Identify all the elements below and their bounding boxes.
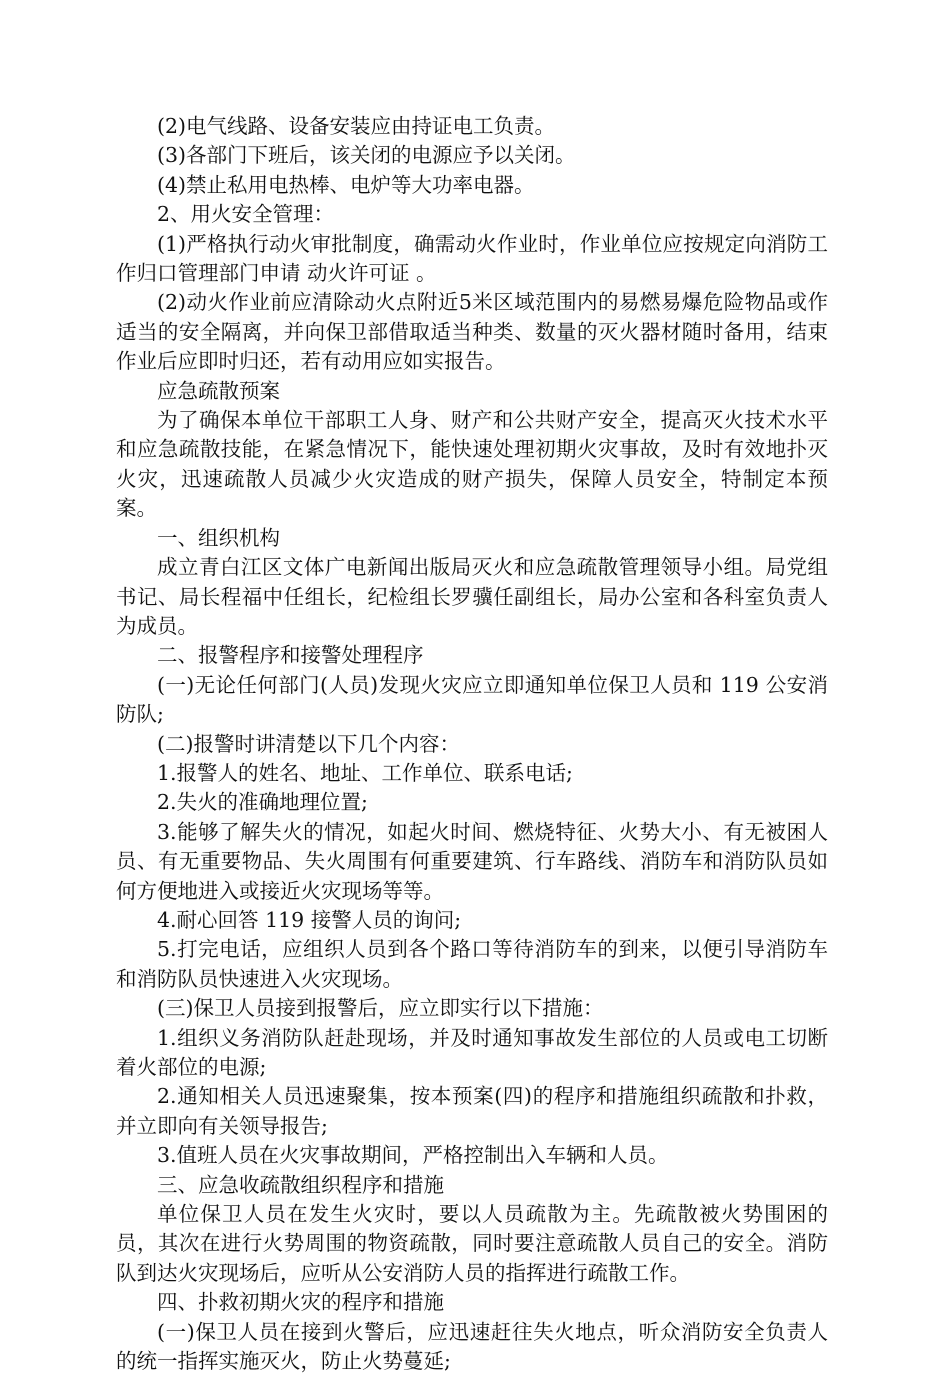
paragraph: 单位保卫人员在发生火灾时，要以人员疏散为主。先疏散被火势围困的员，其次在进行火势周围的物资疏散，同时要注意疏散人员自己的安全。消防队到达火灾现场后，应听从公安消防人员的指挥进行疏散工作。 [116, 1202, 828, 1285]
list-item: 2.通知相关人员迅速聚集，按本预案(四)的程序和措施组织疏散和扑救，并立即向有关领导报告; [116, 1084, 828, 1138]
paragraph: 为了确保本单位干部职工人身、财产和公共财产安全，提高灭火技术水平和应急疏散技能，在紧急情况下，能快速处理初期火灾事故，及时有效地扑灭火灾，迅速疏散人员减少火灾造成的财产损失，保障人员安全，特制定本预案。 [116, 408, 828, 521]
paragraph: (2)动火作业前应清除动火点附近5米区域范围内的易燃易爆危险物品或作适当的安全隔离，并向保卫部借取适当种类、数量的灭火器材随时备用，结束作业后应即时归还，若有动用应如实报告。 [116, 290, 828, 374]
paragraph: 成立青白江区文体广电新闻出版局灭火和应急疏散管理领导小组。局党组书记、局长程福中任组长，纪检组长罗骥任副组长，局办公室和各科室负责人为成员。 [116, 555, 828, 638]
paragraph: (3)各部门下班后，该关闭的电源应予以关闭。 [157, 143, 576, 168]
paragraph: (一)无论任何部门(人员)发现火灾应立即通知单位保卫人员和 119 公安消防队; [116, 672, 828, 727]
list-item: 3.值班人员在火灾事故期间，严格控制出入车辆和人员。 [157, 1143, 669, 1168]
paragraph: (一)保卫人员在接到火警后，应迅速赶往失火地点，听众消防安全负责人的统一指挥实施灭火，防止火势蔓延; [116, 1319, 828, 1374]
list-item: 2.失火的准确地理位置; [157, 790, 368, 815]
section-heading: 一、组织机构 [157, 525, 280, 550]
list-item: 3.能够了解失火的情况，如起火时间、燃烧特征、火势大小、有无被困人员、有无重要物品、失火周围有何重要建筑、行车路线、消防车和消防队员如何方便地进入或接近火灾现场等等。 [116, 819, 828, 903]
paragraph: (二)报警时讲清楚以下几个内容： [157, 731, 460, 756]
section-heading: 2、用火安全管理： [157, 202, 335, 227]
list-item: 1.组织义务消防队赶赴现场，并及时通知事故发生部位的人员或电工切断着火部位的电源; [116, 1025, 828, 1079]
section-heading: 四、扑救初期火灾的程序和措施 [157, 1290, 444, 1315]
list-item: 5.打完电话，应组织人员到各个路口等待消防车的到来，以便引导消防车和消防队员快速进入火灾现场。 [116, 937, 828, 991]
paragraph: (三)保卫人员接到报警后，应立即实行以下措施： [157, 996, 604, 1021]
section-heading: 三、应急收疏散组织程序和措施 [157, 1172, 444, 1197]
paragraph: (1)严格执行动火审批制度，确需动火作业时，作业单位应按规定向消防工作归口管理部门申请 动火许可证 。 [116, 231, 828, 286]
list-item: 1.报警人的姓名、地址、工作单位、联系电话; [157, 760, 573, 785]
paragraph: (4)禁止私用电热棒、电炉等大功率电器。 [157, 172, 535, 197]
section-heading: 二、报警程序和接警处理程序 [157, 643, 424, 668]
list-item: 4.耐心回答 119 接警人员的询问; [157, 907, 462, 932]
document-body [116, 112, 828, 1376]
paragraph: (2)电气线路、设备安装应由持证电工负责。 [157, 114, 556, 138]
section-heading: 应急疏散预案 [157, 378, 280, 403]
